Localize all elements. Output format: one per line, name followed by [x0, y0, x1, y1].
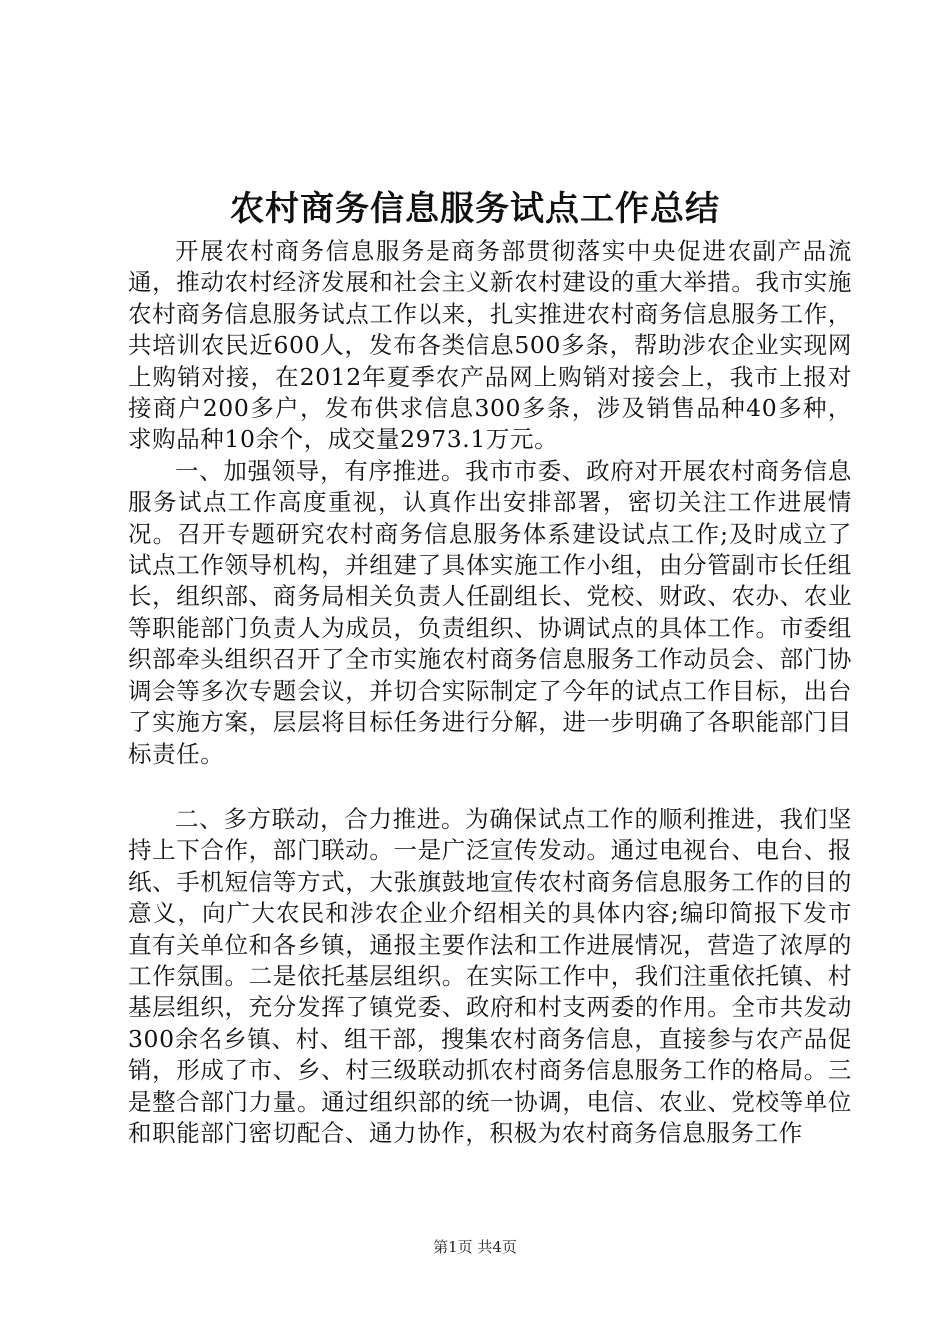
paragraph-gap [128, 770, 852, 804]
paragraph-section-2: 二、多方联动，合力推进。为确保试点工作的顺利推进，我们坚持上下合作，部门联动。一是广泛宣传发动。通过电视台、电台、报纸、手机短信等方式，大张旗鼓地宣传农村商务信息服务工作的目的意义，向广大农民和涉农企业介绍相关的具体内容;编印简报下发市直有关单位和各乡镇，通报主要作法和工作进展情况，营造了浓厚的工作氛围。二是依托基层组织。在实际工作中，我们注重依托镇、村基层组织，充分发挥了镇党委、政府和村支两委的作用。全市共发动300余名乡镇、村、组干部，搜集农村商务信息，直接参与农产品促销，形成了市、乡、村三级联动抓农村商务信息服务工作的格局。三是整合部门力量。通过组织部的统一协调，电信、农业、党校等单位和职能部门密切配合、通力协作，积极为农村商务信息服务工作 [128, 804, 852, 1147]
paragraph-section-1: 一、加强领导，有序推进。我市市委、政府对开展农村商务信息服务试点工作高度重视，认真作出安排部署，密切关注工作进展情况。召开专题研究农村商务信息服务体系建设试点工作;及时成立了试点工作领导机构，并组建了具体实施工作小组，由分管副市长任组长，组织部、商务局相关负责人任副组长、党校、财政、农办、农业等职能部门负责人为成员，负责组织、协调试点的具体工作。市委组织部牵头组织召开了全市实施农村商务信息服务工作动员会、部门协调会等多次专题会议，并切合实际制定了今年的试点工作目标，出台了实施方案，层层将目标任务进行分解，进一步明确了各职能部门目标责任。 [128, 456, 852, 768]
document-title: 农村商务信息服务试点工作总结 [230, 189, 720, 229]
document-body [128, 236, 852, 1149]
paragraph-intro: 开展农村商务信息服务是商务部贯彻落实中央促进农副产品流通，推动农村经济发展和社会主义新农村建设的重大举措。我市实施农村商务信息服务试点工作以来，扎实推进农村商务信息服务工作，共培训农民近600人，发布各类信息500多条，帮助涉农企业实现网上购销对接，在2012年夏季农产品网上购销对接会上，我市上报对接商户200多户，发布供求信息300多条，涉及销售品种40多种，求购品种10余个，成交量2973.1万元。 [128, 237, 852, 454]
page-footer: 第1页 共4页 [433, 1238, 517, 1256]
